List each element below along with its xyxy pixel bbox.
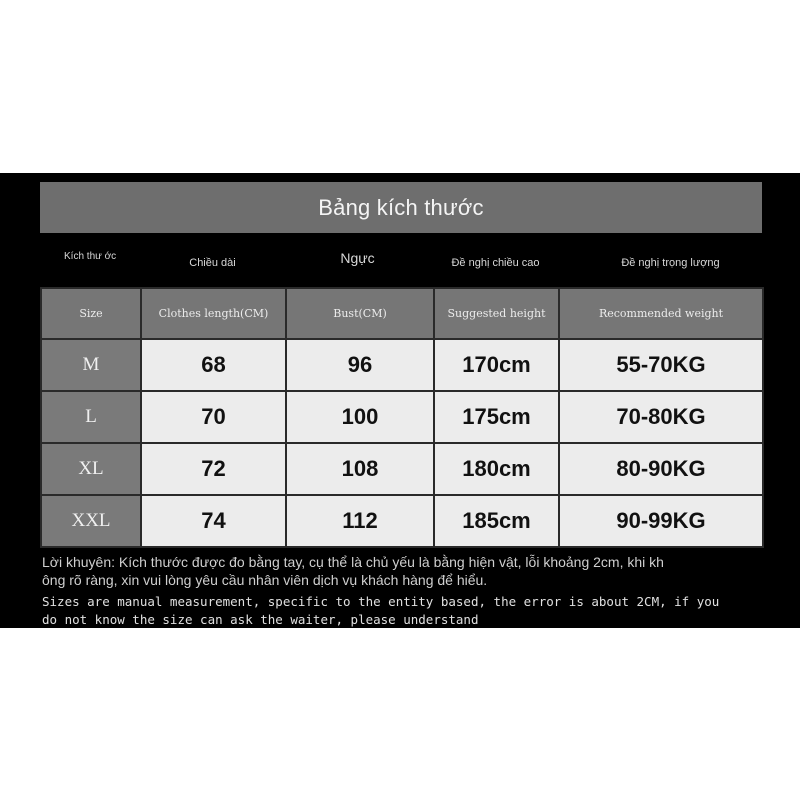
height-cell: 175cm <box>434 391 559 443</box>
height-cell: 170cm <box>434 339 559 391</box>
title-bar <box>40 182 762 233</box>
vietnamese-note-line: ông rõ ràng, xin vui lòng yêu cầu nhân viên dịch vụ khách hàng để hiểu. <box>42 572 488 588</box>
size-chart-panel <box>0 173 800 628</box>
size-cell: M <box>41 339 141 391</box>
header-size: Size <box>41 288 141 339</box>
length-cell: 68 <box>141 339 286 391</box>
size-cell: XL <box>41 443 141 495</box>
length-cell: 74 <box>141 495 286 547</box>
vietnamese-note <box>42 553 792 589</box>
chart-title: Bảng kích thước <box>318 194 484 220</box>
header-bust: Bust(CM) <box>286 288 434 339</box>
header-recommended-weight: Recommended weight <box>559 288 763 339</box>
table-header-row <box>41 288 763 339</box>
header-suggested-height: Suggested height <box>434 288 559 339</box>
vn-header-height: Đề nghị chiều cao <box>451 257 540 269</box>
weight-cell: 80-90KG <box>559 443 763 495</box>
weight-cell: 90-99KG <box>559 495 763 547</box>
length-cell: 70 <box>141 391 286 443</box>
height-cell: 180cm <box>434 443 559 495</box>
weight-cell: 70-80KG <box>559 391 763 443</box>
table-row <box>41 495 763 547</box>
bust-cell: 100 <box>286 391 434 443</box>
table-row <box>41 443 763 495</box>
english-note-line: do not know the size can ask the waiter, please understand <box>42 612 479 627</box>
english-note-line: Sizes are manual measurement, specific to the entity based, the error is about 2CM, if you <box>42 594 720 609</box>
vn-header-size: Kích thư ớc <box>64 251 117 262</box>
size-cell: L <box>41 391 141 443</box>
vn-header-bust: Ngực <box>340 250 375 266</box>
vn-header-weight: Đề nghị trọng lượng <box>621 257 720 269</box>
vn-header-length: Chiều dài <box>189 257 236 269</box>
header-clothes-length: Clothes length(CM) <box>141 288 286 339</box>
bust-cell: 108 <box>286 443 434 495</box>
size-cell: XXL <box>41 495 141 547</box>
table-row <box>41 391 763 443</box>
english-note <box>42 593 800 629</box>
vietnamese-note-line: Lời khuyên: Kích thước được đo bằng tay, cụ thể là chủ yếu là bằng hiện vật, lỗi khoảng 2cm, khi kh <box>42 554 664 570</box>
length-cell: 72 <box>141 443 286 495</box>
table-row <box>41 339 763 391</box>
height-cell: 185cm <box>434 495 559 547</box>
bust-cell: 112 <box>286 495 434 547</box>
size-table <box>40 287 764 548</box>
vietnamese-header-row <box>0 248 800 288</box>
bust-cell: 96 <box>286 339 434 391</box>
weight-cell: 55-70KG <box>559 339 763 391</box>
